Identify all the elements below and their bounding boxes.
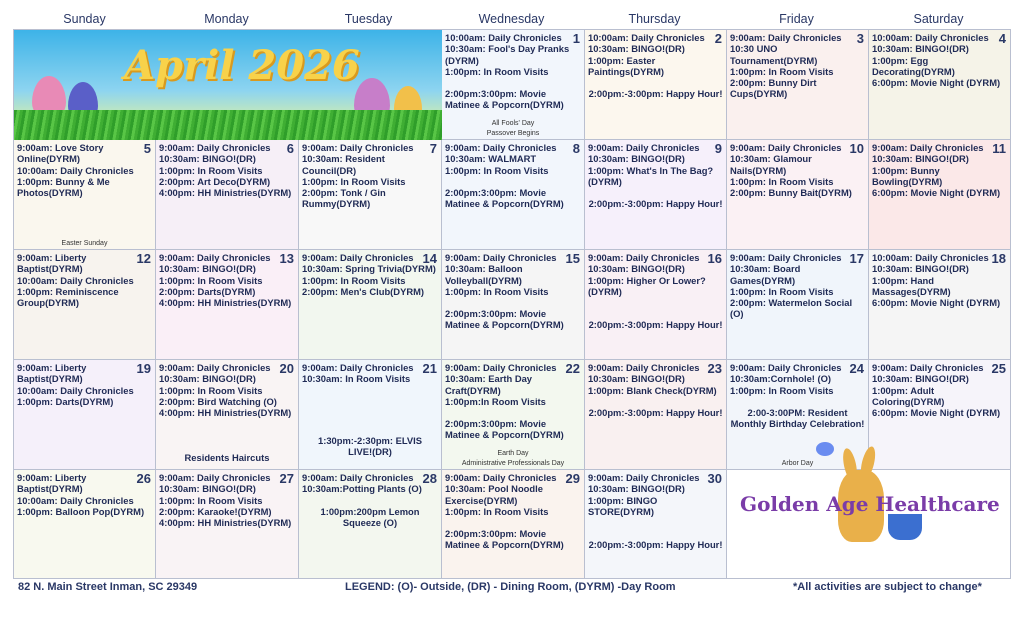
- event: 6:00pm: Movie Night (DYRM): [872, 187, 1001, 199]
- day-cell-21[interactable]: [299, 360, 442, 470]
- event: 6:00pm: Movie Night (DYRM): [872, 297, 1001, 309]
- event: 1:00pm: In Room Visits: [445, 505, 549, 517]
- event: 9:00am: Daily Chronicles: [588, 362, 700, 373]
- holiday-note: All Fools' Day: [491, 120, 535, 127]
- event-list: [442, 250, 584, 333]
- day-cell-11[interactable]: [869, 140, 1010, 250]
- event: 2:00pm:3:00pm: Movie Matinee & Popcorn(DYRM): [445, 528, 564, 551]
- event-list: [156, 360, 298, 420]
- day-number: 19: [136, 361, 151, 376]
- event: 1:00pm: In Room Visits: [302, 274, 406, 286]
- event-list: [585, 250, 726, 332]
- event-list: [727, 140, 868, 200]
- day-number: 9: [714, 141, 722, 156]
- event: 1:00pm: Easter Paintings(DYRM): [588, 54, 665, 77]
- event: 9:00am: Liberty Baptist(DYRM): [17, 472, 87, 495]
- event: 10:30am: Board Games(DYRM): [730, 263, 801, 286]
- event: 1:00pm: In Room Visits: [302, 175, 406, 187]
- event: 1:00pm: What's In The Bag?(DYRM): [588, 164, 714, 187]
- event: 1:00pm: Darts(DYRM): [17, 395, 114, 407]
- event: 9:00am: Daily Chronicles: [302, 142, 414, 153]
- legend: LEGEND: (O)- Outside, (DR) - Dining Room, (DYRM) -Day Room: [345, 581, 676, 593]
- day-cell-12[interactable]: [14, 250, 156, 360]
- event: 10:30am: BINGO!(DR): [159, 263, 256, 275]
- grass-graphic: [14, 110, 442, 140]
- event: 1:00pm: Reminiscence Group(DYRM): [17, 285, 119, 309]
- event: 1:00pm: Higher Or Lower?(DYRM): [588, 274, 706, 297]
- event-list: [14, 360, 155, 409]
- day-header-sunday: Sunday: [63, 12, 106, 26]
- day-cell-20[interactable]: [156, 360, 299, 470]
- day-number: 24: [849, 361, 864, 376]
- day-cell-14[interactable]: [299, 250, 442, 360]
- day-header-tuesday: Tuesday: [344, 12, 393, 26]
- day-header-monday: Monday: [204, 12, 249, 26]
- day-cell-19[interactable]: [14, 360, 156, 470]
- event: 2:00pm:-3:00pm: Happy Hour!: [588, 406, 723, 418]
- day-cell-5[interactable]: [14, 140, 156, 250]
- event: 1:00pm: In Room Visits: [730, 175, 834, 187]
- event: 10:30am: BINGO!(DR): [588, 43, 685, 55]
- day-number: 3: [856, 31, 864, 46]
- event: 4:00pm: HH Ministries(DYRM): [159, 297, 292, 309]
- day-number: 27: [279, 471, 294, 486]
- day-number: 10: [849, 141, 864, 156]
- event: 2:00pm:3:00pm: Movie Matinee & Popcorn(DYRM): [445, 418, 564, 441]
- event: 9:00am: Daily Chronicles: [159, 362, 271, 373]
- event-list: [14, 470, 155, 519]
- event: 2:00pm: Art Deco(DYRM): [159, 175, 271, 187]
- event: 1:00pm: In Room Visits: [159, 384, 263, 396]
- day-number: 13: [279, 251, 294, 266]
- day-cell-28[interactable]: [299, 470, 442, 578]
- day-cell-8[interactable]: [442, 140, 585, 250]
- day-cell-22[interactable]: [442, 360, 585, 470]
- address: 82 N. Main Street Inman, SC 29349: [18, 581, 198, 593]
- event: 2:00pm:3:00pm: Movie Matinee & Popcorn(DYRM): [445, 308, 564, 331]
- day-number: 22: [565, 361, 580, 376]
- event: 4:00pm: HH Ministries(DYRM): [159, 517, 292, 529]
- event: 1:00pm: Adult Coloring(DYRM): [872, 384, 945, 407]
- holiday-note: Administrative Professionals Day: [461, 460, 565, 467]
- event: 10:30am: BINGO!(DR): [872, 153, 969, 165]
- day-cell-16[interactable]: [585, 250, 727, 360]
- event: 10:30am: Pool Noodle Exercise(DYRM): [445, 483, 543, 506]
- event-list: [299, 470, 441, 530]
- event-list: [299, 250, 441, 299]
- event: 9:00am: Daily Chronicles: [588, 472, 700, 483]
- event: 10:00am: Daily Chronicles: [872, 252, 989, 263]
- day-cell-30[interactable]: [585, 470, 727, 578]
- event-list: [585, 140, 726, 211]
- event: 1:00pm: Bunny & Me Photos(DYRM): [17, 175, 110, 199]
- day-header-friday: Friday: [779, 12, 814, 26]
- event: 2:00pm:3:00pm: Movie Matinee & Popcorn(DYRM): [445, 186, 564, 210]
- event: 2:00pm:-3:00pm: Happy Hour!: [588, 198, 723, 210]
- event: 10:30am: BINGO!(DR): [588, 483, 685, 495]
- day-number: 26: [136, 471, 151, 486]
- day-cell-3[interactable]: [727, 30, 869, 140]
- day-number: 6: [286, 141, 294, 156]
- event: 9:00am: Daily Chronicles: [588, 142, 700, 153]
- event: 9:00am: Daily Chronicles: [445, 472, 557, 483]
- event: 9:00am: Daily Chronicles: [159, 142, 271, 153]
- event: 10:30am: BINGO!(DR): [159, 153, 256, 165]
- day-cell-10[interactable]: [727, 140, 869, 250]
- event: 10:00am: Daily Chronicles: [445, 32, 562, 43]
- event: 10:30am: BINGO!(DR): [588, 153, 685, 165]
- event: 9:00am: Daily Chronicles: [302, 472, 414, 483]
- event: 9:00am: Daily Chronicles: [159, 252, 271, 263]
- event: 6:00pm: Movie Night (DYRM): [872, 77, 1001, 89]
- event: 1:00pm: BINGO STORE(DYRM): [588, 494, 658, 517]
- event: 10:00am: Daily Chronicles: [872, 32, 989, 43]
- holiday-note: Easter Sunday: [61, 240, 108, 247]
- day-cell-4[interactable]: [869, 30, 1010, 140]
- day-number: 12: [136, 251, 151, 266]
- event: 1:00pm: Balloon Pop(DYRM): [17, 505, 145, 517]
- event: 2:00pm:-3:00pm: Happy Hour!: [588, 319, 723, 331]
- event: 10:00am: Daily Chronicles: [17, 164, 134, 176]
- event-list: [442, 360, 584, 443]
- day-number: 5: [143, 141, 151, 156]
- day-number: 25: [991, 361, 1006, 376]
- event-list: [442, 470, 584, 553]
- event: 9:00am: Daily Chronicles: [445, 142, 557, 153]
- day-number: 18: [991, 251, 1006, 266]
- event: 1:00pm: In Room Visits: [159, 274, 263, 286]
- day-cell-27[interactable]: [156, 470, 299, 578]
- holiday-note: Arbor Day: [781, 460, 814, 467]
- event: 10:30am: BINGO!(DR): [872, 373, 969, 385]
- event: 9:00am: Daily Chronicles: [730, 142, 842, 153]
- event: 9:00am: Daily Chronicles: [730, 252, 842, 263]
- day-number: 2: [714, 31, 722, 46]
- event: 10:30am: WALMART: [445, 153, 537, 165]
- event: 1:00pm: In Room Visits: [730, 65, 834, 77]
- event: 1:00pm: In Room Visits: [445, 65, 549, 77]
- event: 10:30am: BINGO!(DR): [588, 263, 685, 275]
- event: 1:00pm: Blank Check(DYRM): [588, 384, 717, 396]
- event-list: [442, 30, 584, 113]
- day-number: 28: [422, 471, 437, 486]
- event: 10:30am:Potting Plants (O): [302, 483, 422, 495]
- event: 2:00pm: Karaoke!(DYRM): [159, 505, 272, 517]
- residents-haircuts-note: Residents Haircuts: [184, 452, 270, 463]
- event: 9:00am: Liberty Baptist(DYRM): [17, 252, 87, 275]
- event: 10:30am: BINGO!(DR): [872, 43, 969, 55]
- event: 1:00pm: Hand Massages(DYRM): [872, 274, 951, 297]
- disclaimer: *All activities are subject to change*: [793, 581, 982, 593]
- event: 9:00am: Daily Chronicles: [872, 362, 984, 373]
- event: 2:00pm:3:00pm: Movie Matinee & Popcorn(DYRM): [445, 88, 564, 111]
- event: 2:00pm:-3:00pm: Happy Hour!: [588, 88, 723, 100]
- event: 9:00am: Daily Chronicles: [302, 362, 414, 373]
- event: 2:00pm: Watermelon Social (O): [730, 297, 853, 320]
- event: 2:00-3:00PM: Resident Monthly Birthday Celebration!: [730, 406, 865, 430]
- event: 2:00pm: Men's Club(DYRM): [302, 285, 425, 297]
- event: 10:30am: In Room Visits: [302, 373, 411, 385]
- event: 2:00pm: Tonk / Gin Rummy(DYRM): [302, 187, 386, 210]
- event: 9:00am: Daily Chronicles: [302, 252, 414, 263]
- event-list: [869, 140, 1010, 200]
- day-cell-15[interactable]: [442, 250, 585, 360]
- butterfly-icon: [816, 442, 834, 456]
- event-list: [14, 250, 155, 310]
- event-list: [727, 30, 868, 102]
- day-cell-23[interactable]: [585, 360, 727, 470]
- event-list: [299, 140, 441, 212]
- day-cell-1[interactable]: [442, 30, 585, 140]
- day-cell-26[interactable]: [14, 470, 156, 578]
- logo-text: Golden Age Healthcare: [740, 492, 1000, 516]
- event: 1:00pm: Bunny Bowling(DYRM): [872, 164, 943, 187]
- event: 1:30pm:-2:30pm: ELVIS LIVE!(DR): [317, 435, 423, 457]
- event: 1:00pm: In Room Visits: [730, 384, 834, 396]
- day-number: 15: [565, 251, 580, 266]
- day-cell-7[interactable]: [299, 140, 442, 250]
- holiday-note: Passover Begins: [486, 130, 540, 137]
- event-list: [727, 360, 868, 431]
- day-number: 30: [707, 471, 722, 486]
- event: 9:00am: Daily Chronicles: [588, 252, 700, 263]
- event: 1:00pm: In Room Visits: [159, 164, 263, 176]
- event: 10:30am: Spring Trivia(DYRM): [302, 263, 436, 275]
- event-list: [156, 250, 298, 310]
- event: 9:00am: Daily Chronicles: [159, 472, 271, 483]
- day-number: 8: [572, 141, 580, 156]
- event: 1:00pm: Egg Decorating(DYRM): [872, 54, 955, 77]
- event-list: [869, 250, 1010, 310]
- event: 9:00am: Daily Chronicles: [445, 252, 557, 263]
- event: 10:30am: Balloon Volleyball(DYRM): [445, 263, 523, 286]
- event: 10:30am: BINGO!(DR): [588, 373, 685, 385]
- event: 9:00am: Love Story Online(DYRM): [17, 142, 104, 165]
- event: 2:00pm: Bunny Dirt Cups(DYRM): [730, 77, 817, 100]
- day-number: 4: [998, 31, 1006, 46]
- event: 10:00am: Daily Chronicles: [588, 32, 705, 43]
- day-number: 7: [429, 141, 437, 156]
- day-number: 14: [422, 251, 437, 266]
- event-list: [869, 30, 1010, 90]
- event-list: [869, 360, 1010, 420]
- event: 10:30 UNO Tournament(DYRM): [730, 43, 818, 66]
- day-cell-9[interactable]: [585, 140, 727, 250]
- event-list: [442, 140, 584, 211]
- event: 2:00pm: Bunny Bait(DYRM): [730, 187, 852, 199]
- day-number: 1: [572, 31, 580, 46]
- day-number: 23: [707, 361, 722, 376]
- day-cell-6[interactable]: [156, 140, 299, 250]
- day-number: 17: [849, 251, 864, 266]
- event: 10:30am: BINGO!(DR): [159, 483, 256, 495]
- event: 1:00pm:In Room Visits: [445, 395, 546, 407]
- event: 10:30am: Fool's Day Pranks (DYRM): [445, 43, 570, 66]
- event-list: [727, 250, 868, 322]
- event: 4:00pm: HH Ministries(DYRM): [159, 187, 292, 199]
- event: 1:00pm: In Room Visits: [159, 494, 263, 506]
- month-title: April 2026: [124, 42, 360, 89]
- event: 9:00am: Daily Chronicles: [445, 362, 557, 373]
- day-cell-29[interactable]: [442, 470, 585, 578]
- day-number: 21: [422, 361, 437, 376]
- golden-age-logo: [712, 440, 1010, 578]
- event: 10:30am: Earth Day Craft(DYRM): [445, 373, 533, 396]
- event-list: [585, 470, 726, 552]
- event: 1:00pm: In Room Visits: [730, 285, 834, 297]
- month-banner: [14, 30, 442, 140]
- event: 1:00pm:200pm Lemon Squeeze (O): [320, 505, 420, 528]
- basket-icon: [888, 514, 922, 540]
- day-cell-18[interactable]: [869, 250, 1010, 360]
- event-list: [585, 30, 726, 101]
- event: 10:30am: BINGO!(DR): [872, 263, 969, 275]
- event: 6:00pm: Movie Night (DYRM): [872, 407, 1001, 419]
- event: 10:30am: Glamour Nails(DYRM): [730, 153, 812, 176]
- day-header-thursday: Thursday: [628, 12, 681, 26]
- event: 10:00am: Daily Chronicles: [17, 274, 134, 286]
- event-list: [299, 360, 441, 387]
- event: 9:00am: Daily Chronicles: [730, 362, 842, 373]
- day-cell-13[interactable]: [156, 250, 299, 360]
- event: 10:30am: Resident Council(DR): [302, 153, 385, 176]
- day-header-saturday: Saturday: [913, 12, 964, 26]
- event: 10:00am: Daily Chronicles: [17, 384, 134, 396]
- event: 2:00pm: Darts(DYRM): [159, 285, 256, 297]
- day-number: 16: [707, 251, 722, 266]
- event: 9:00am: Daily Chronicles: [872, 142, 984, 153]
- holiday-note: Earth Day: [497, 450, 529, 457]
- event: 10:00am: Daily Chronicles: [17, 494, 134, 506]
- event: 9:00am: Daily Chronicles: [730, 32, 842, 43]
- event: 9:00am: Liberty Baptist(DYRM): [17, 362, 87, 385]
- event: 10:30am:Cornhole! (O): [730, 373, 832, 385]
- event: 2:00pm:-3:00pm: Happy Hour!: [588, 539, 723, 551]
- event: 2:00pm: Bird Watching (O): [159, 395, 277, 407]
- day-cell-2[interactable]: [585, 30, 727, 140]
- day-cell-17[interactable]: [727, 250, 869, 360]
- event-list: [585, 360, 726, 420]
- day-number: 29: [565, 471, 580, 486]
- event: 1:00pm: In Room Visits: [445, 164, 549, 176]
- event: 10:30am: BINGO!(DR): [159, 373, 256, 385]
- event-list: [156, 140, 298, 200]
- day-number: 11: [992, 141, 1006, 156]
- day-header-wednesday: Wednesday: [478, 12, 545, 26]
- event: 1:00pm: In Room Visits: [445, 285, 549, 297]
- event-list: [156, 470, 298, 530]
- event: 4:00pm: HH Ministries(DYRM): [159, 407, 292, 419]
- event-list: [14, 140, 155, 200]
- day-number: 20: [279, 361, 294, 376]
